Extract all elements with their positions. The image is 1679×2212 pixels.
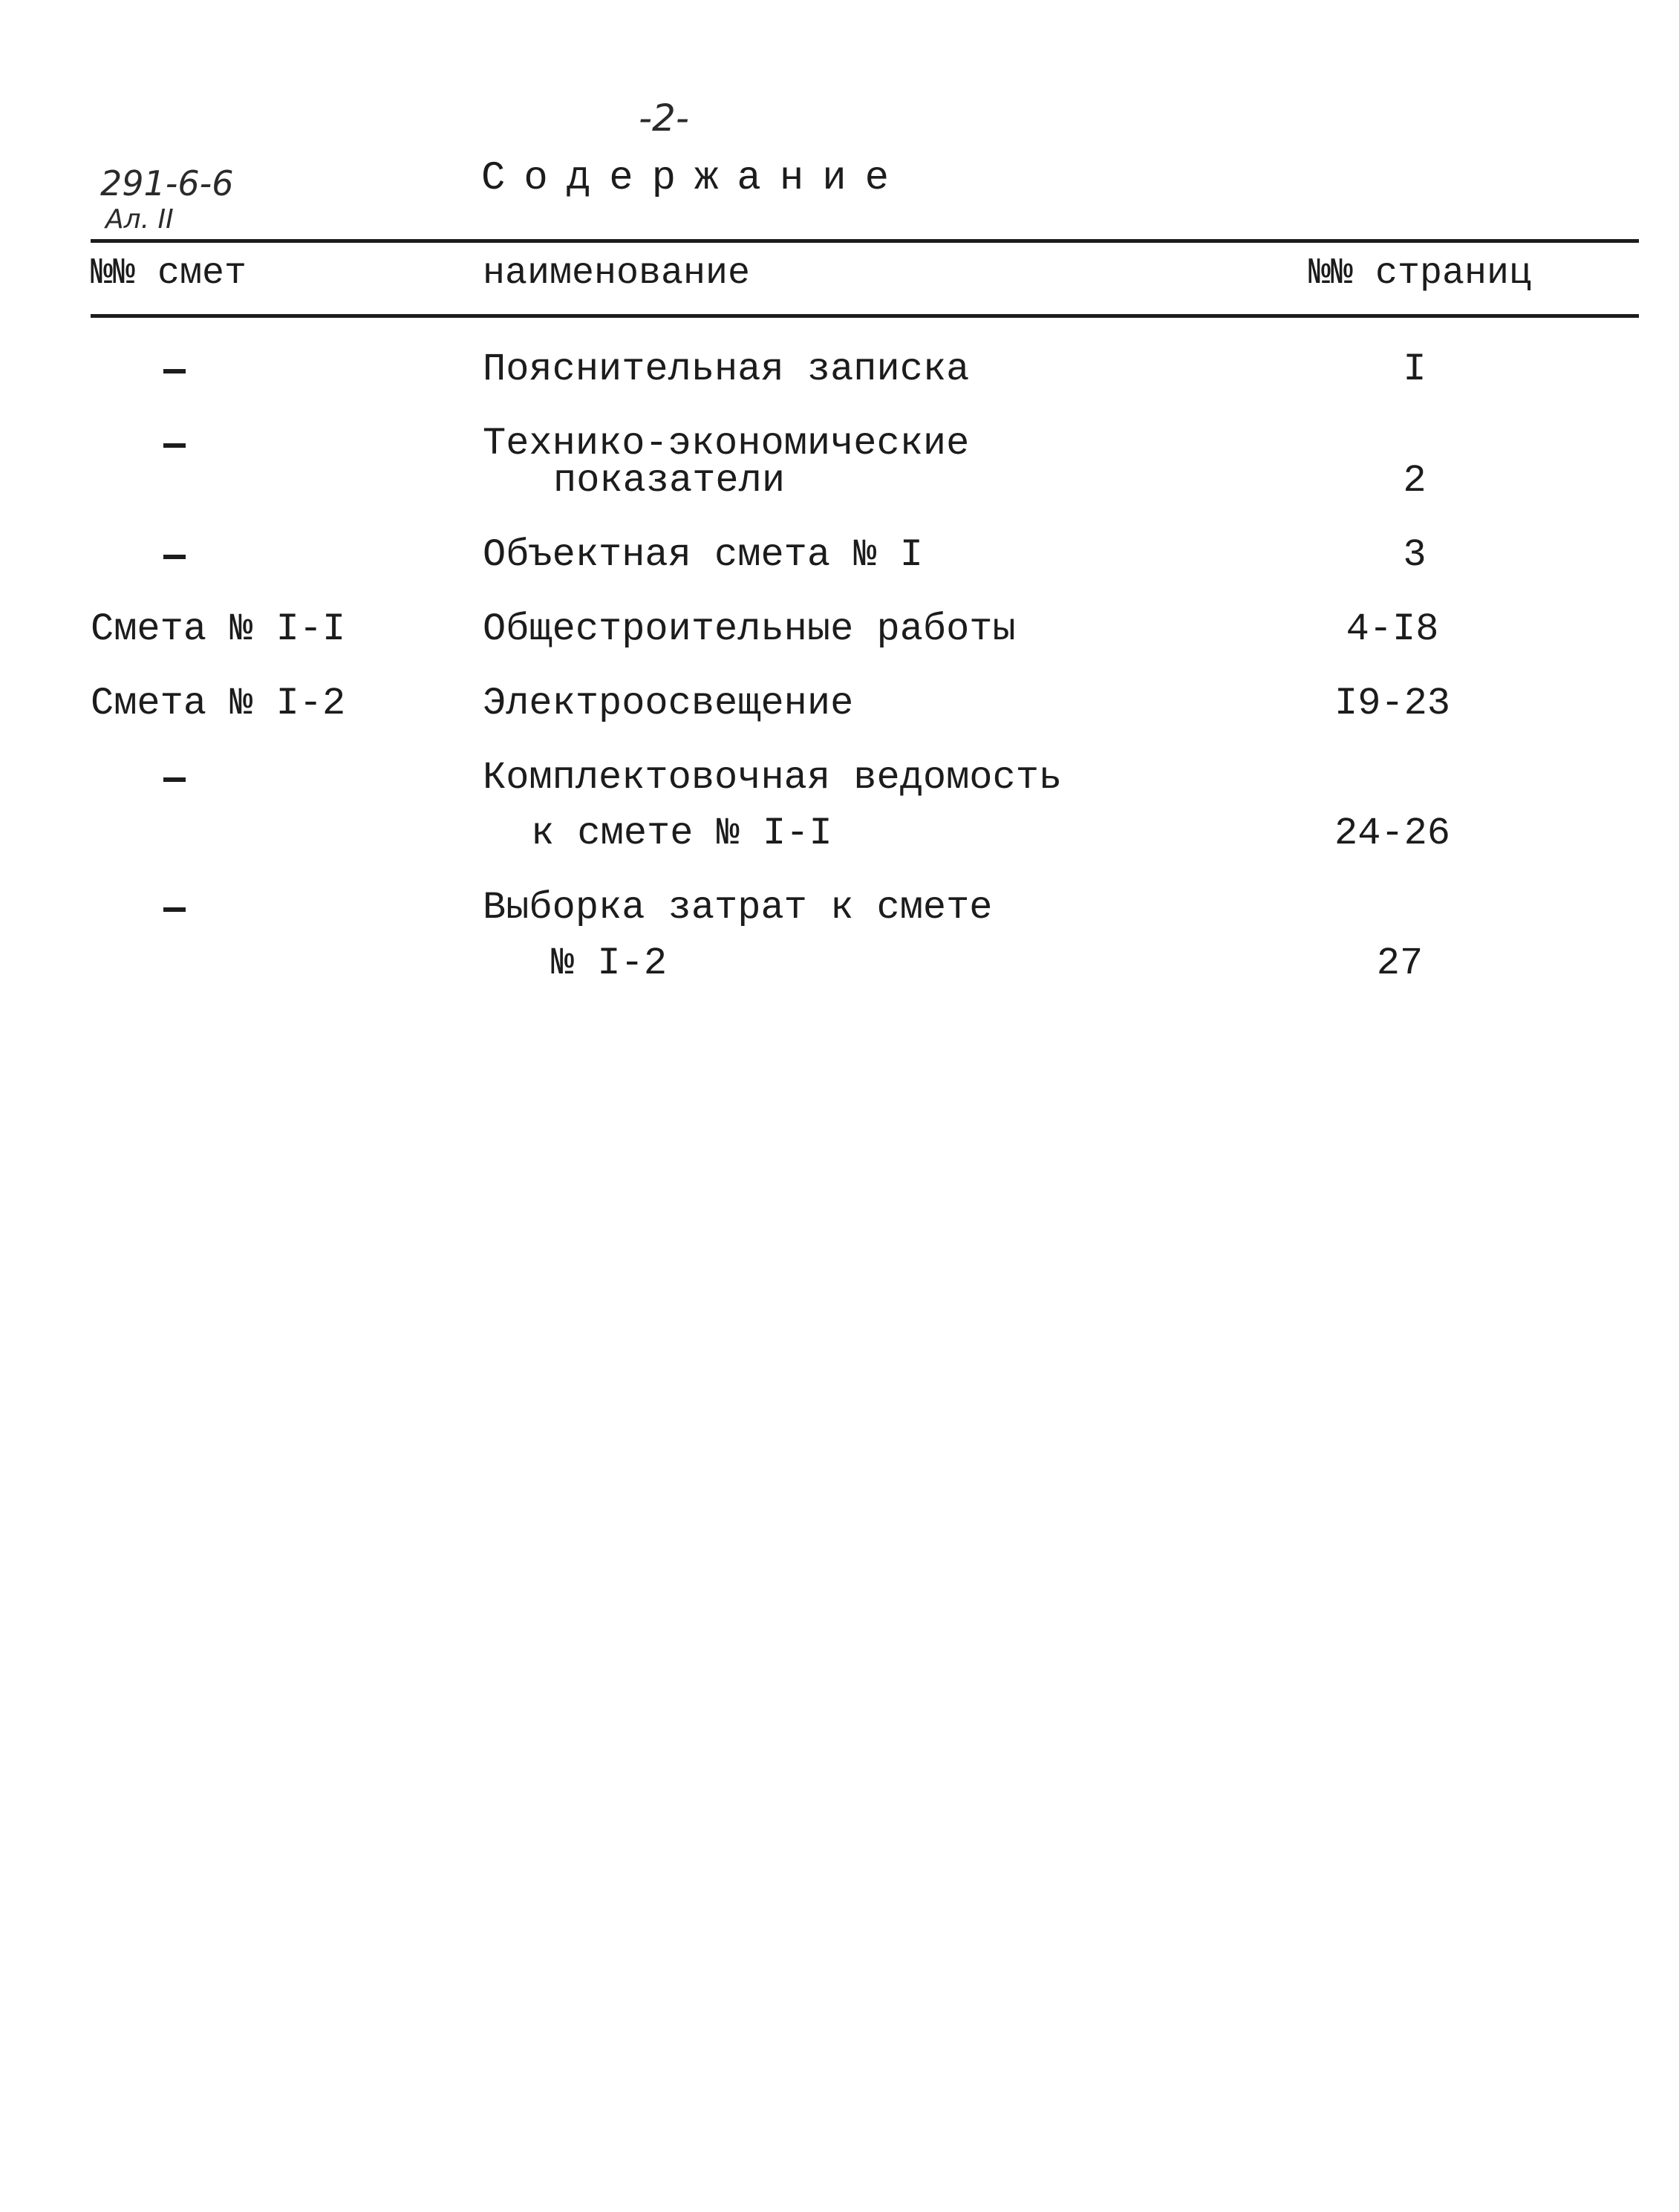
row-pages: 4-I8 xyxy=(1346,607,1439,651)
row-dash xyxy=(163,555,186,559)
row-pages: I xyxy=(1403,348,1427,391)
row-dash xyxy=(163,443,186,448)
page-title: Содержание xyxy=(481,156,908,201)
row-name: Комплектовочная ведомость xyxy=(483,756,1063,800)
table-top-rule xyxy=(91,239,1639,243)
row-pages: 27 xyxy=(1376,942,1424,985)
album-mark: Ал. II xyxy=(105,204,174,235)
row-estimate-no: Смета № I-I xyxy=(91,607,346,651)
row-name-continued: показатели xyxy=(553,459,786,503)
page-number: -2- xyxy=(639,97,689,140)
row-name: Общестроительные работы xyxy=(483,607,1016,651)
document-code: 291-6-6 xyxy=(100,163,234,203)
row-name-continued: к смете № I-I xyxy=(531,812,832,855)
header-estimate-no: №№ смет xyxy=(91,252,247,295)
row-name: Пояснительная записка xyxy=(483,348,970,391)
table-header-rule xyxy=(91,314,1639,318)
row-pages: I9-23 xyxy=(1334,682,1451,725)
row-name-continued: № I-2 xyxy=(551,942,668,985)
header-pages: №№ страниц xyxy=(1308,252,1532,295)
row-name: Технико-экономические xyxy=(483,422,970,466)
row-dash xyxy=(163,369,186,373)
row-pages: 2 xyxy=(1403,459,1427,503)
row-dash xyxy=(163,907,186,912)
row-dash xyxy=(163,777,186,782)
row-estimate-no: Смета № I-2 xyxy=(91,682,346,725)
row-name: Объектная смета № I xyxy=(483,533,923,577)
row-name: Выборка затрат к смете xyxy=(483,886,993,930)
header-name: наименование xyxy=(483,252,751,295)
row-pages: 3 xyxy=(1403,533,1427,577)
row-name: Электроосвещение xyxy=(483,682,854,725)
row-pages: 24-26 xyxy=(1334,812,1451,855)
